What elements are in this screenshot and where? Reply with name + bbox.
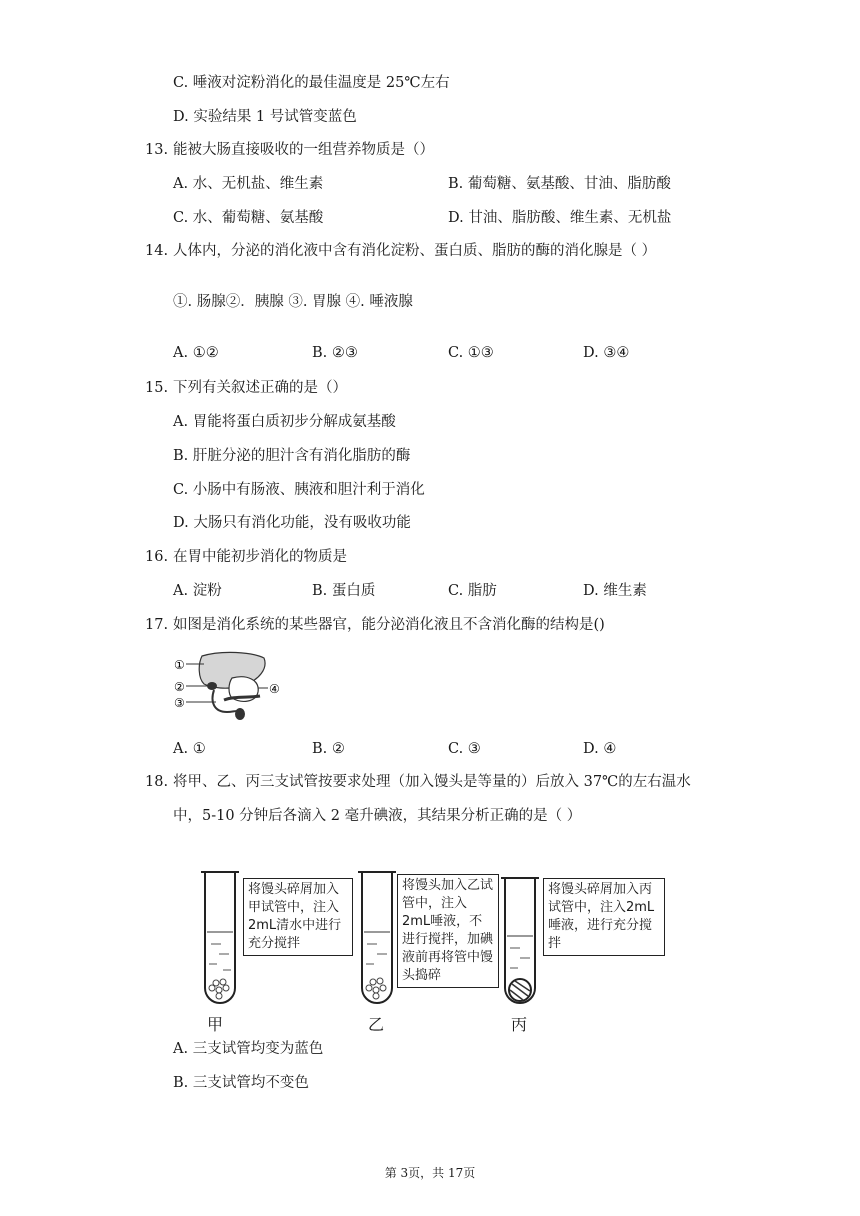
- q18-stem-line1: 将甲、乙、丙三支试管按要求处理（加入馒头是等量的）后放入 37℃的左右温水: [173, 774, 691, 790]
- q17-option-c: C. ③: [448, 741, 481, 757]
- q13-option-a: A. 水、无机盐、维生素: [173, 176, 324, 192]
- q17-stem: 如图是消化系统的某些器官，能分泌消化液且不含消化酶的结构是(): [173, 617, 605, 633]
- q16-option-a: A. 淀粉: [173, 583, 222, 599]
- q13-option-d: D. 甘油、脂肪酸、维生素、无机盐: [448, 210, 672, 226]
- q14-option-b: B. ②③: [312, 345, 358, 361]
- page-footer: 第 3页，共 17页: [384, 1166, 476, 1180]
- q12-option-d: D. 实验结果 1 号试管变蓝色: [173, 109, 357, 125]
- label-jia: 甲: [207, 1015, 224, 1034]
- fig-label-4: ④: [269, 682, 280, 696]
- q13-number: 13.: [145, 142, 169, 158]
- intestine-end-shape: [235, 708, 245, 720]
- box-bing-text: 将馒头碎屑加入丙试管中，注入2mL唾液，进行充分搅拌: [543, 878, 665, 956]
- q17-option-a: A. ①: [173, 741, 206, 757]
- fig-label-1: ①: [174, 658, 185, 672]
- tube-jia: [201, 872, 239, 1003]
- q15-option-d: D. 大肠只有消化功能，没有吸收功能: [173, 515, 411, 531]
- label-yi: 乙: [368, 1015, 385, 1034]
- q18-option-a: A. 三支试管均变为蓝色: [173, 1041, 324, 1057]
- q14-number: 14.: [145, 243, 169, 259]
- q14-stem: 人体内，分泌的消化液中含有消化淀粉、蛋白质、脂肪的酶的消化腺是（ ）: [173, 243, 657, 259]
- digestive-organs-figure: [172, 650, 287, 725]
- q15-number: 15.: [145, 380, 169, 396]
- q18-stem-line2: 中，5-10 分钟后各滴入 2 毫升碘液，其结果分析正确的是（ ）: [173, 808, 582, 824]
- q17-option-b: B. ②: [312, 741, 345, 757]
- box-jia-text: 将馒头碎屑加入甲试管中，注入2mL清水中进行充分搅拌: [243, 878, 353, 956]
- q13-option-b: B. 葡萄糖、氨基酸、甘油、脂肪酸: [448, 176, 671, 192]
- fig-label-3: ③: [174, 696, 185, 710]
- q16-option-c: C. 脂肪: [448, 583, 497, 599]
- q15-option-b: B. 肝脏分泌的胆汁含有消化脂肪的酶: [173, 448, 411, 464]
- tube-yi: [358, 872, 396, 1003]
- q17-number: 17.: [145, 617, 169, 633]
- tube-bing: [501, 878, 539, 1003]
- fig-label-2: ②: [174, 680, 185, 694]
- q15-option-c: C. 小肠中有肠液、胰液和胆汁利于消化: [173, 482, 425, 498]
- gallbladder-shape: [207, 682, 217, 690]
- q16-stem: 在胃中能初步消化的物质是: [173, 549, 347, 565]
- q16-option-d: D. 维生素: [583, 583, 647, 599]
- q14-items: ①. 肠腺②．胰腺 ③. 胃腺 ④. 唾液腺: [173, 294, 413, 310]
- q13-stem: 能被大肠直接吸收的一组营养物质是（）: [173, 142, 434, 158]
- box-yi-text: 将馒头加入乙试管中，注入2mL唾液，不进行搅拌，加碘液前再将管中馒头捣碎: [397, 874, 499, 988]
- q14-option-d: D. ③④: [583, 345, 630, 361]
- q16-number: 16.: [145, 549, 169, 565]
- q12-option-c: C. 唾液对淀粉消化的最佳温度是 25℃左右: [173, 75, 450, 91]
- label-bing: 丙: [511, 1015, 528, 1034]
- q14-option-a: A. ①②: [173, 345, 219, 361]
- q18-option-b: B. 三支试管均不变色: [173, 1075, 309, 1091]
- q15-stem: 下列有关叙述正确的是（）: [173, 380, 347, 396]
- q15-option-a: A. 胃能将蛋白质初步分解成氨基酸: [173, 414, 396, 430]
- q17-option-d: D. ④: [583, 741, 617, 757]
- q18-number: 18.: [145, 774, 169, 790]
- q13-option-c: C. 水、葡萄糖、氨基酸: [173, 210, 324, 226]
- q16-option-b: B. 蛋白质: [312, 583, 376, 599]
- q14-option-c: C. ①③: [448, 345, 494, 361]
